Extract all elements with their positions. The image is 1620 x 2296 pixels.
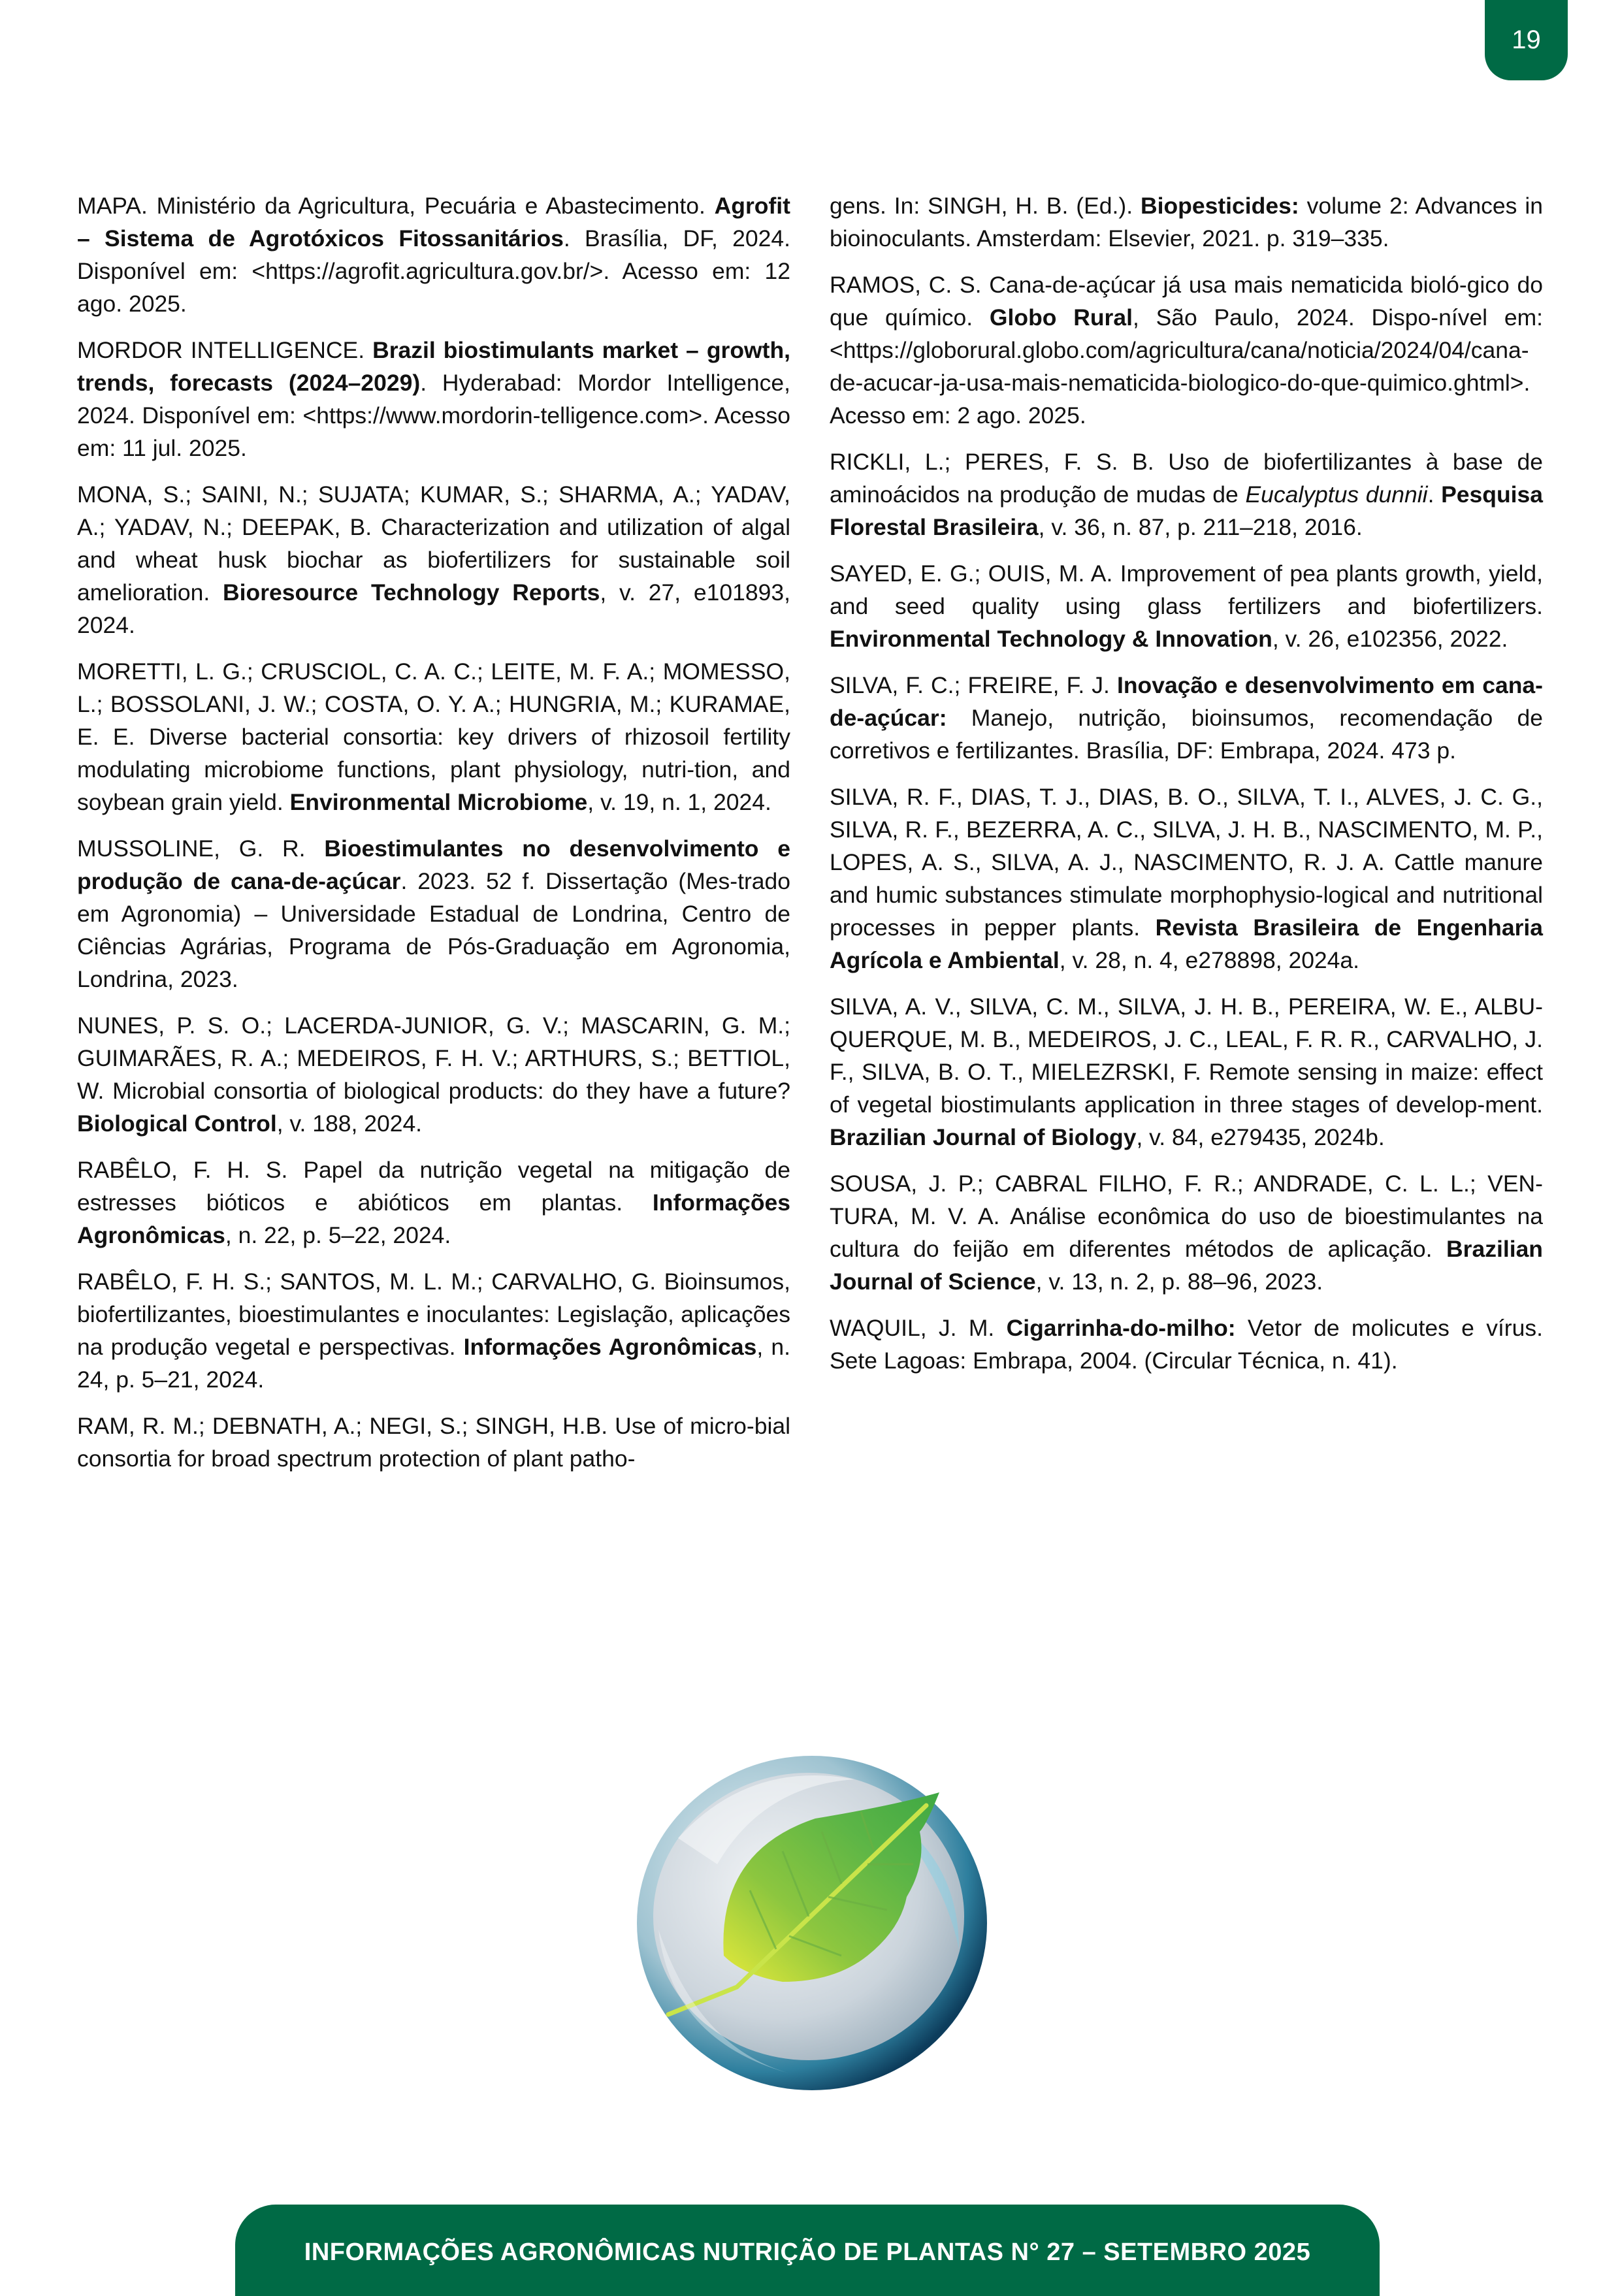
reference-text: , São Paulo, 2024. Dispo-nível em: <https://globorural.globo.com/agricultura/cana/noticia/2024/04/cana-de-acucar-ja-usa-mais-nematicida-biologico-do-que-quimico.ghtml>. Acesso em: 2 ago. 2025. (830, 304, 1544, 428)
reference-text: SILVA, A. V., SILVA, C. M., SILVA, J. H. B., PEREIRA, W. E., ALBU-QUERQUE, M. B., MEDEIROS, J. C., LEAL, F. R. R., CARVALHO, J. F., SILVA, B. O. T., MIELEZRSKI, F. Remote sensing in maize: effect of vegetal biostimulants application in three stages of develop-ment. (830, 994, 1543, 1118)
reference-text: , v. 84, e279435, 2024b. (1136, 1124, 1385, 1150)
footer-publication-title: INFORMAÇÕES AGRONÔMICAS NUTRIÇÃO DE PLANTAS N° 27 – SETEMBRO 2025 (304, 2239, 1311, 2266)
reference-title: Pesquisa Florestal Brasileira (830, 481, 1544, 540)
reference-text: , v. 19, n. 1, 2024. (587, 789, 771, 815)
reference-title: Biological Control (77, 1110, 277, 1137)
reference-title: Informações Agronômicas (463, 1334, 757, 1360)
reference-title: Cigarrinha-do-milho: (1006, 1315, 1236, 1341)
reference-text: volume 2: Advances in bioinoculants. Amsterdam: Elsevier, 2021. p. 319–335. (830, 193, 1543, 251)
reference-entry (77, 478, 790, 641)
reference-title: Biopesticides: (1141, 193, 1299, 219)
reference-title: Environmental Technology & Innovation (830, 626, 1272, 652)
reference-text: WAQUIL, J. M. (830, 1315, 1007, 1341)
reference-text: SAYED, E. G.; OUIS, M. A. Improvement of pea plants growth, yield, and seed quality using glass fertilizers and biofertilizers. (830, 560, 1543, 619)
reference-entry (77, 189, 790, 320)
reference-text: , v. 27, e101893, 2024. (77, 579, 790, 638)
reference-entry (830, 669, 1543, 767)
reference-title: Informações Agronômicas (77, 1189, 790, 1248)
reference-text: gens. In: SINGH, H. B. (Ed.). (830, 193, 1141, 219)
references-column-left (77, 189, 790, 1489)
reference-text: Manejo, nutrição, bioinsumos, recomendação de corretivos e fertilizantes. Brasília, DF: Embrapa, 2024. 473 p. (830, 705, 1543, 764)
reference-text: MORDOR INTELLIGENCE. (77, 337, 373, 363)
reference-entry (77, 1410, 790, 1475)
reference-title: Globo Rural (989, 304, 1133, 331)
reference-text: SOUSA, J. P.; CABRAL FILHO, F. R.; ANDRADE, C. L. L.; VEN-TURA, M. V. A. Análise econômica do uso de bioestimulantes na cultura do feijão em diferentes métodos de aplicação. (830, 1171, 1543, 1262)
reference-title: Brazilian Journal of Biology (830, 1124, 1137, 1150)
reference-text: , v. 36, n. 87, p. 211–218, 2016. (1038, 514, 1363, 540)
reference-title: Agrofit – Sistema de Agrotóxicos Fitossanitários (77, 193, 790, 251)
reference-entry (77, 1154, 790, 1252)
reference-entry (830, 1312, 1543, 1377)
leaf-in-glass-sphere-icon (619, 1734, 1005, 2106)
reference-text: RICKLI, L.; PERES, F. S. B. Uso de biofertilizantes à base de aminoácidos na produção de mudas de (830, 449, 1543, 508)
reference-entry (830, 990, 1543, 1154)
reference-title: Environmental Microbiome (289, 789, 588, 815)
reference-entry (830, 781, 1543, 977)
reference-text: . 2023. 52 f. Dissertação (Mes-trado em Agronomia) – Universidade Estadual de Londrina, Centro de Ciências Agrárias, Programa de Pós-Graduação em Agronomia, Londrina, 2023. (77, 868, 790, 992)
reference-entry (77, 334, 790, 464)
references-column-right (830, 189, 1543, 1391)
reference-text: Vetor de molicutes e vírus. Sete Lagoas: Embrapa, 2004. (Circular Técnica, n. 41). (830, 1315, 1543, 1374)
reference-title: Inovação e desenvolvimento em cana-de-açúcar: (830, 672, 1543, 731)
reference-italic: Eucalyptus dunnii (1245, 481, 1428, 508)
reference-entry (77, 1009, 790, 1140)
reference-text: MONA, S.; SAINI, N.; SUJATA; KUMAR, S.; SHARMA, A.; YADAV, A.; YADAV, N.; DEEPAK, B. Characterization and utilization of algal and wheat husk biochar as biofertilizers for sustainable soil amelioration. (77, 481, 790, 606)
reference-text: , n. 22, p. 5–22, 2024. (225, 1222, 451, 1248)
page-number: 19 (1512, 25, 1541, 54)
reference-entry (830, 268, 1543, 432)
reference-title: Revista Brasileira de Engenharia Agrícola e Ambiental (830, 914, 1543, 973)
reference-text: , v. 26, e102356, 2022. (1272, 626, 1508, 652)
reference-text: MUSSOLINE, G. R. (77, 835, 325, 862)
reference-text: MORETTI, L. G.; CRUSCIOL, C. A. C.; LEITE, M. F. A.; MOMESSO, L.; BOSSOLANI, J. W.; COSTA, O. Y. A.; HUNGRIA, M.; KURAMAE, E. E. Diverse bacterial consortia: key drivers of rhizosoil fertility modulating microbiome functions, plant physiology, nutri-tion, and soybean grain yield. (77, 658, 790, 815)
reference-text: SILVA, R. F., DIAS, T. J., DIAS, B. O., SILVA, T. I., ALVES, J. C. G., SILVA, R. F., BEZERRA, A. C., SILVA, J. H. B., NASCIMENTO, M. P., LOPES, A. S., SILVA, A. J., NASCIMENTO, R. J. A. Cattle manure and humic substances stimulate morphophysio-logical and nutritional processes in pepper plants. (830, 784, 1543, 941)
reference-text: , v. 28, n. 4, e278898, 2024a. (1059, 947, 1360, 973)
reference-title: Bioresource Technology Reports (223, 579, 600, 606)
reference-entry (830, 445, 1543, 543)
reference-entry (77, 1265, 790, 1396)
reference-text: , v. 13, n. 2, p. 88–96, 2023. (1035, 1269, 1323, 1295)
page-number-tab (1485, 0, 1568, 80)
reference-entry (77, 832, 790, 995)
reference-text: . Hyderabad: Mordor Intelligence, 2024. Disponível em: <https://www.mordorin-telligence.com>. Acesso em: 11 jul. 2025. (77, 370, 791, 461)
footer-bar (235, 2205, 1380, 2296)
reference-text: MAPA. Ministério da Agricultura, Pecuária e Abastecimento. (77, 193, 715, 219)
reference-title: Bioestimulantes no desenvolvimento e produção de cana-de-açúcar (77, 835, 790, 894)
reference-entry (77, 655, 790, 818)
reference-text: NUNES, P. S. O.; LACERDA-JUNIOR, G. V.; MASCARIN, G. M.; GUIMARÃES, R. A.; MEDEIROS, F. H. V.; ARTHURS, S.; BETTIOL, W. Microbial consortia of biological products: do they have a future? (77, 1012, 790, 1104)
reference-text: . Brasília, DF, 2024. Disponível em: <https://agrofit.agricultura.gov.br/>. Acesso em: 12 ago. 2025. (77, 225, 790, 317)
reference-text: RAM, R. M.; DEBNATH, A.; NEGI, S.; SINGH, H.B. Use of micro-bial consortia for broad spectrum protection of plant patho- (77, 1413, 790, 1472)
reference-text: RABÊLO, F. H. S.; SANTOS, M. L. M.; CARVALHO, G. Bioinsumos, biofertilizantes, bioestimulantes e inoculantes: Legislação, aplicações na produção vegetal e perspectivas. (77, 1269, 790, 1360)
reference-text: RAMOS, C. S. Cana-de-açúcar já usa mais nematicida bioló-gico do que químico. (830, 272, 1543, 331)
reference-title: Brazil biostimulants market – growth, trends, forecasts (2024–2029) (77, 337, 790, 396)
reference-text: , n. 24, p. 5–21, 2024. (77, 1334, 791, 1393)
reference-text: , v. 188, 2024. (276, 1110, 423, 1137)
reference-entry (830, 557, 1543, 655)
reference-text: SILVA, F. C.; FREIRE, F. J. (830, 672, 1117, 698)
reference-text: . (1427, 481, 1442, 508)
reference-entry (830, 189, 1543, 255)
reference-title: Brazilian Journal of Science (830, 1236, 1543, 1295)
reference-entry (830, 1167, 1543, 1298)
reference-text: RABÊLO, F. H. S. Papel da nutrição vegetal na mitigação de estresses bióticos e abióticos em plantas. (77, 1157, 790, 1216)
